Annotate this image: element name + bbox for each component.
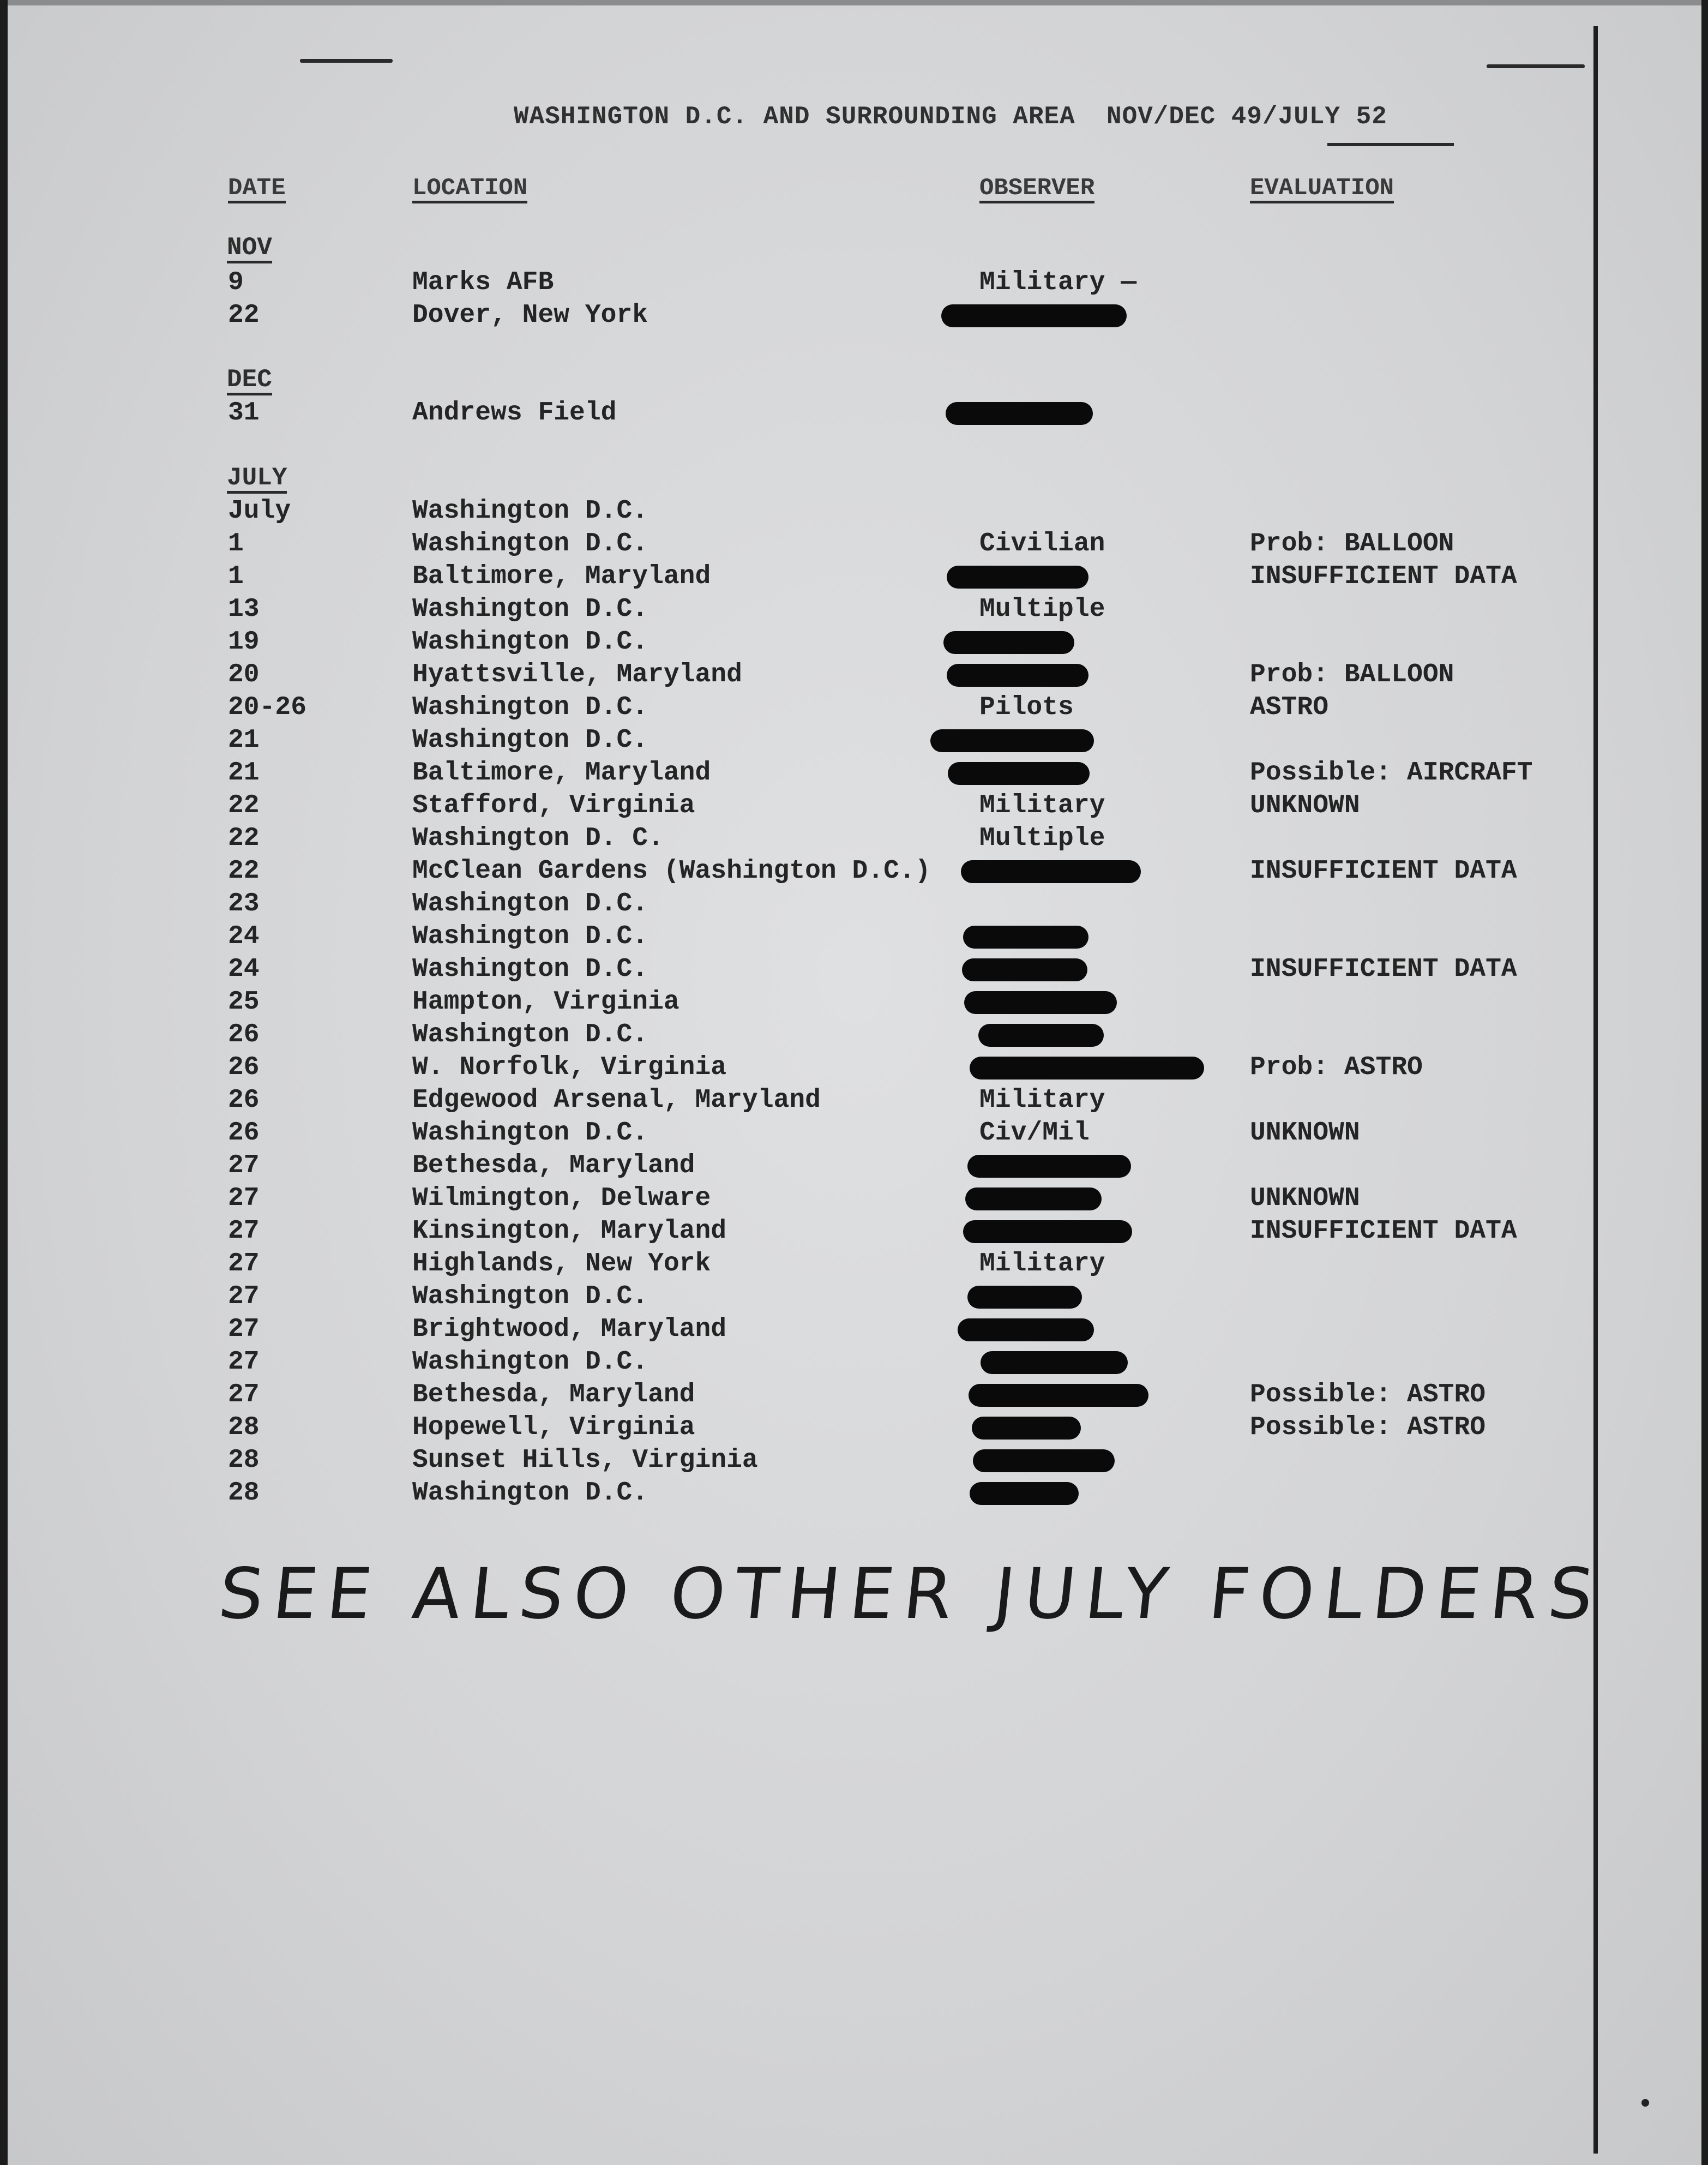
table-row — [8, 855, 1644, 887]
cell-date: 1 — [228, 562, 244, 591]
cell-location: Baltimore, Maryland — [412, 562, 711, 591]
month-heading: NOV — [227, 235, 272, 263]
redaction-mark — [947, 664, 1088, 687]
table-row — [8, 757, 1644, 789]
cell-location: Washington D.C. — [412, 627, 648, 657]
handwritten-note: SEE ALSO OTHER JULY FOLDERS — [215, 1554, 1607, 1635]
cell-location: Bethesda, Maryland — [412, 1151, 695, 1180]
cell-evaluation: INSUFFICIENT DATA — [1250, 856, 1517, 886]
table-row — [8, 789, 1644, 822]
cell-location: Washington D.C. — [412, 496, 648, 526]
cell-evaluation: UNKNOWN — [1250, 1184, 1360, 1213]
redaction-mark — [972, 1417, 1081, 1440]
cell-evaluation: INSUFFICIENT DATA — [1250, 1216, 1517, 1246]
cell-evaluation: Possible: AIRCRAFT — [1250, 758, 1533, 788]
redaction-mark — [973, 1449, 1115, 1472]
cell-date: 9 — [228, 268, 244, 297]
cell-date: 27 — [228, 1249, 260, 1279]
cell-date: 27 — [228, 1380, 260, 1410]
redaction-mark — [962, 958, 1087, 981]
cell-observer: Military — [979, 1249, 1105, 1279]
cell-location: McClean Gardens (Washington D.C.) — [412, 856, 931, 886]
table-row — [8, 1280, 1644, 1313]
table-row — [8, 822, 1644, 855]
redaction-mark — [981, 1351, 1128, 1374]
table-row — [8, 1182, 1644, 1215]
cell-observer: Civ/Mil — [979, 1118, 1090, 1148]
table-row — [8, 1477, 1644, 1509]
cell-date: 25 — [228, 987, 260, 1017]
cell-observer: Military — [979, 1086, 1105, 1115]
redaction-mark — [965, 1188, 1102, 1210]
table-row — [8, 724, 1644, 757]
cell-location: Baltimore, Maryland — [412, 758, 711, 788]
cell-location: Wilmington, Delware — [412, 1184, 711, 1213]
cell-date: 20 — [228, 660, 260, 689]
cell-evaluation: Prob: BALLOON — [1250, 660, 1454, 689]
redaction-mark — [967, 1155, 1131, 1178]
table-row — [8, 1248, 1644, 1280]
cell-location: Hyattsville, Maryland — [412, 660, 742, 689]
cell-date: 22 — [228, 856, 260, 886]
cell-date: 27 — [228, 1282, 260, 1311]
cell-date: 22 — [228, 301, 260, 330]
scan-dot — [1641, 2099, 1649, 2107]
table-row — [8, 1149, 1644, 1182]
redaction-mark — [967, 1286, 1082, 1309]
cell-evaluation: Prob: BALLOON — [1250, 529, 1454, 559]
table-row — [8, 495, 1644, 527]
cell-location: Washington D.C. — [412, 955, 648, 984]
table-row — [8, 658, 1644, 691]
header-location: LOCATION — [412, 176, 527, 203]
cell-observer: Multiple — [979, 595, 1105, 624]
cell-location: Edgewood Arsenal, Maryland — [412, 1086, 821, 1115]
redaction-mark — [947, 566, 1088, 589]
cell-date: 22 — [228, 791, 260, 820]
cell-evaluation: INSUFFICIENT DATA — [1250, 562, 1517, 591]
cell-evaluation: Possible: ASTRO — [1250, 1413, 1486, 1442]
table-row — [8, 1051, 1644, 1084]
cell-date: 22 — [228, 824, 260, 853]
cell-date: 28 — [228, 1478, 260, 1508]
redaction-mark — [978, 1024, 1104, 1047]
cell-date: 1 — [228, 529, 244, 559]
cell-location: Washington D.C. — [412, 1478, 648, 1508]
table-row — [8, 397, 1644, 429]
document-page — [8, 0, 1701, 2165]
redaction-mark — [946, 402, 1093, 425]
table-row — [8, 953, 1644, 986]
cell-evaluation: ASTRO — [1250, 693, 1329, 722]
redaction-mark — [930, 729, 1094, 752]
cell-location: Kinsington, Maryland — [412, 1216, 727, 1246]
cell-location: Washington D.C. — [412, 725, 648, 755]
cell-observer: Military — [979, 791, 1105, 820]
cell-location: Washington D.C. — [412, 1020, 648, 1049]
table-row — [8, 691, 1644, 724]
table-row — [8, 299, 1644, 332]
cell-location: Dover, New York — [412, 301, 648, 330]
scan-top-edge — [8, 0, 1701, 5]
cell-date: 28 — [228, 1413, 260, 1442]
redaction-mark — [964, 991, 1117, 1014]
cell-location: Washington D.C. — [412, 922, 648, 951]
redaction-mark — [941, 304, 1127, 327]
table-row — [8, 1117, 1644, 1149]
cell-date: 27 — [228, 1184, 260, 1213]
redaction-mark — [948, 762, 1090, 785]
cell-evaluation: Prob: ASTRO — [1250, 1053, 1423, 1082]
table-row — [8, 626, 1644, 658]
cell-location: Bethesda, Maryland — [412, 1380, 695, 1410]
cell-location: Washington D.C. — [412, 1282, 648, 1311]
table-row — [8, 1346, 1644, 1378]
cell-observer: Multiple — [979, 824, 1105, 853]
table-row — [8, 1378, 1644, 1411]
cell-date: 24 — [228, 955, 260, 984]
table-row — [8, 593, 1644, 626]
cell-location: Andrews Field — [412, 398, 617, 428]
cell-date: 27 — [228, 1347, 260, 1377]
cell-date: 21 — [228, 758, 260, 788]
cell-location: Brightwood, Maryland — [412, 1315, 727, 1344]
cell-location: Washington D.C. — [412, 1118, 648, 1148]
cell-location: Marks AFB — [412, 268, 554, 297]
cell-date: 20-26 — [228, 693, 307, 722]
redaction-mark — [963, 1220, 1132, 1243]
cell-location: Hopewell, Virginia — [412, 1413, 695, 1442]
header-observer: OBSERVER — [979, 176, 1094, 203]
table-row — [8, 1444, 1644, 1477]
cell-location: Washington D.C. — [412, 1347, 648, 1377]
redaction-mark — [961, 860, 1141, 883]
cell-date: 24 — [228, 922, 260, 951]
table-row — [8, 560, 1644, 593]
redaction-mark — [958, 1318, 1094, 1341]
cell-evaluation: UNKNOWN — [1250, 1118, 1360, 1148]
table-row — [8, 1084, 1644, 1117]
punch-mark-left — [300, 59, 393, 63]
cell-location: Washington D.C. — [412, 889, 648, 919]
cell-date: 27 — [228, 1216, 260, 1246]
cell-observer: Military — — [979, 268, 1137, 297]
cell-date: 31 — [228, 398, 260, 428]
cell-date: 27 — [228, 1315, 260, 1344]
cell-evaluation: INSUFFICIENT DATA — [1250, 955, 1517, 984]
table-row — [8, 1215, 1644, 1248]
month-heading: JULY — [227, 465, 287, 494]
cell-date: 23 — [228, 889, 260, 919]
punch-mark-right — [1487, 64, 1585, 68]
cell-observer: Civilian — [979, 529, 1105, 559]
cell-date: 27 — [228, 1151, 260, 1180]
cell-location: Washington D. C. — [412, 824, 664, 853]
redaction-mark — [943, 631, 1074, 654]
cell-date: 13 — [228, 595, 260, 624]
cell-location: Hampton, Virginia — [412, 987, 679, 1017]
table-row — [8, 266, 1644, 299]
redaction-mark — [969, 1384, 1148, 1407]
cell-date: July — [228, 496, 291, 526]
table-row — [8, 920, 1644, 953]
header-date: DATE — [228, 176, 286, 203]
title-underline — [1327, 143, 1454, 146]
month-heading: DEC — [227, 367, 272, 395]
cell-date: 26 — [228, 1086, 260, 1115]
cell-date: 21 — [228, 725, 260, 755]
table-row — [8, 887, 1644, 920]
cell-observer: Pilots — [979, 693, 1074, 722]
table-row — [8, 527, 1644, 560]
cell-date: 26 — [228, 1020, 260, 1049]
cell-date: 28 — [228, 1446, 260, 1475]
cell-evaluation: UNKNOWN — [1250, 791, 1360, 820]
cell-location: W. Norfolk, Virginia — [412, 1053, 727, 1082]
table-row — [8, 1411, 1644, 1444]
cell-location: Washington D.C. — [412, 529, 648, 559]
table-row — [8, 1018, 1644, 1051]
redaction-mark — [963, 926, 1088, 949]
cell-location: Sunset Hills, Virginia — [412, 1446, 758, 1475]
table-row — [8, 986, 1644, 1018]
cell-location: Washington D.C. — [412, 595, 648, 624]
cell-location: Highlands, New York — [412, 1249, 711, 1279]
cell-location: Stafford, Virginia — [412, 791, 695, 820]
cell-evaluation: Possible: ASTRO — [1250, 1380, 1486, 1410]
table-row — [8, 1313, 1644, 1346]
header-evaluation: EVALUATION — [1250, 176, 1394, 203]
redaction-mark — [970, 1482, 1079, 1505]
document-title: WASHINGTON D.C. AND SURROUNDING AREA NOV/DEC 49/JULY 52 — [514, 103, 1387, 131]
redaction-mark — [970, 1057, 1204, 1079]
cell-date: 19 — [228, 627, 260, 657]
cell-location: Washington D.C. — [412, 693, 648, 722]
cell-date: 26 — [228, 1118, 260, 1148]
cell-date: 26 — [228, 1053, 260, 1082]
